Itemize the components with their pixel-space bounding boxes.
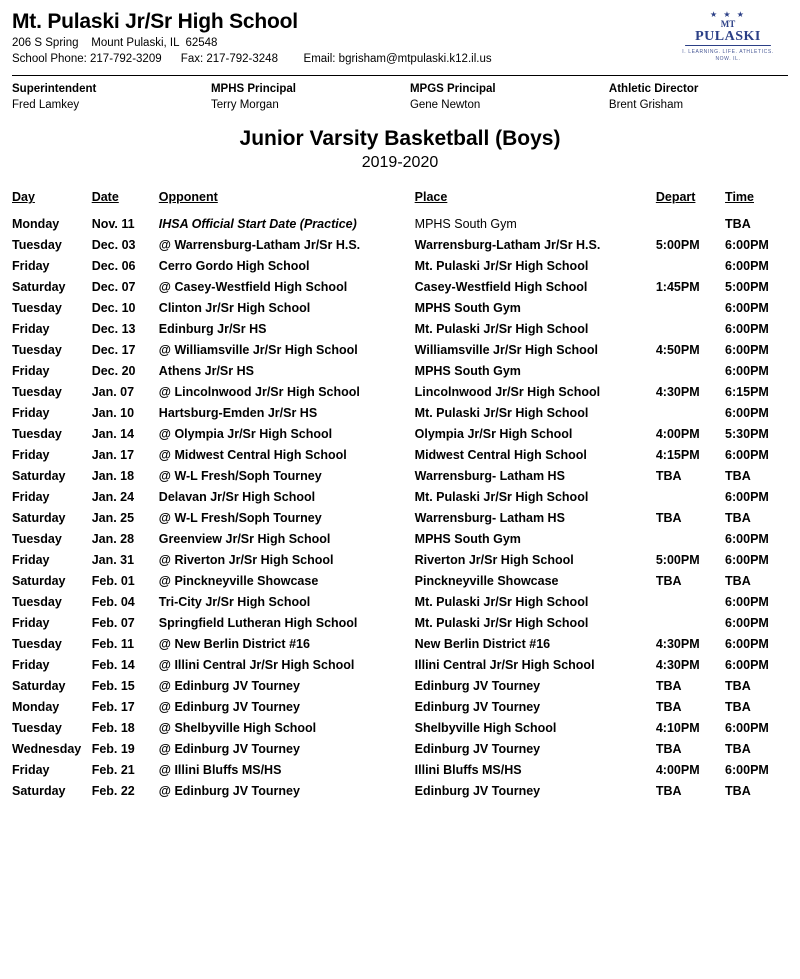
cell-place: Edinburg JV Tourney xyxy=(414,784,541,799)
cell-date: Feb. 15 xyxy=(91,679,135,694)
cell-opponent: @ Williamsville Jr/Sr High School xyxy=(158,343,358,358)
table-header xyxy=(12,190,788,214)
table-row xyxy=(12,718,788,739)
cell-opponent: Clinton Jr/Sr High School xyxy=(158,301,311,316)
cell-date: Feb. 19 xyxy=(91,742,135,757)
cell-date: Feb. 17 xyxy=(91,700,135,715)
logo-stars: ★ ★ ★ xyxy=(710,10,746,19)
cell-date: Dec. 17 xyxy=(91,343,136,358)
cell-place: Mt. Pulaski Jr/Sr High School xyxy=(414,406,589,421)
cell-opponent: @ Lincolnwood Jr/Sr High School xyxy=(158,385,360,400)
cell-date: Dec. 10 xyxy=(91,301,136,316)
cell-time: TBA xyxy=(725,679,751,694)
cell-day: Saturday xyxy=(12,784,66,799)
cell-opponent: @ Pinckneyville Showcase xyxy=(158,574,319,589)
cell-place: Mt. Pulaski Jr/Sr High School xyxy=(414,616,589,631)
schedule-table xyxy=(12,190,788,802)
staff-person-name: Gene Newton xyxy=(409,98,481,111)
cell-day: Tuesday xyxy=(12,427,62,442)
table-row xyxy=(12,550,788,571)
cell-time: 6:00PM xyxy=(725,490,769,505)
cell-place: Edinburg JV Tourney xyxy=(414,742,541,757)
cell-depart: 4:00PM xyxy=(655,763,700,778)
cell-depart xyxy=(656,487,725,508)
column-header-depart: Depart xyxy=(655,190,696,205)
cell-depart: 4:30PM xyxy=(655,658,700,673)
cell-opponent: @ Illini Central Jr/Sr High School xyxy=(158,658,355,673)
cell-day: Tuesday xyxy=(12,301,62,316)
cell-depart: 4:00PM xyxy=(655,427,700,442)
cell-day: Tuesday xyxy=(12,238,62,253)
cell-date: Nov. 11 xyxy=(91,217,135,232)
staff-mphs-principal xyxy=(211,82,410,113)
cell-opponent: @ Casey-Westfield High School xyxy=(158,280,348,295)
cell-place: Mt. Pulaski Jr/Sr High School xyxy=(414,259,589,274)
cell-time: 6:00PM xyxy=(725,721,769,736)
cell-depart: TBA xyxy=(655,742,682,757)
cell-date: Dec. 07 xyxy=(91,280,136,295)
school-logo xyxy=(674,10,782,62)
cell-opponent: @ Midwest Central High School xyxy=(158,448,347,463)
cell-day: Tuesday xyxy=(12,385,62,400)
cell-depart: TBA xyxy=(655,511,682,526)
cell-time: TBA xyxy=(725,511,751,526)
table-row xyxy=(12,361,788,382)
cell-opponent: IHSA Official Start Date (Practice) xyxy=(158,217,357,232)
cell-time: TBA xyxy=(725,742,751,757)
cell-depart: TBA xyxy=(655,679,682,694)
cell-day: Friday xyxy=(12,364,50,379)
table-row xyxy=(12,256,788,277)
table-row xyxy=(12,382,788,403)
cell-place: Mt. Pulaski Jr/Sr High School xyxy=(414,490,589,505)
cell-place: Illini Bluffs MS/HS xyxy=(414,763,522,778)
cell-opponent: Tri-City Jr/Sr High School xyxy=(158,595,311,610)
cell-place: Pinckneyville Showcase xyxy=(414,574,559,589)
cell-opponent: Springfield Lutheran High School xyxy=(158,616,358,631)
cell-depart: 4:30PM xyxy=(655,637,700,652)
cell-depart: 4:30PM xyxy=(655,385,700,400)
cell-place: Shelbyville High School xyxy=(414,721,557,736)
cell-time: 6:00PM xyxy=(725,637,769,652)
cell-depart: TBA xyxy=(655,700,682,715)
cell-time: TBA xyxy=(725,784,751,799)
cell-day: Tuesday xyxy=(12,721,62,736)
staff-mpgs-principal xyxy=(410,82,609,113)
cell-date: Jan. 24 xyxy=(91,490,135,505)
cell-place: Olympia Jr/Sr High School xyxy=(414,427,573,442)
staff-role-label: Superintendent xyxy=(12,83,97,96)
cell-day: Tuesday xyxy=(12,532,62,547)
cell-opponent: Cerro Gordo High School xyxy=(158,259,310,274)
cell-date: Dec. 03 xyxy=(91,238,136,253)
table-row xyxy=(12,424,788,445)
cell-time: TBA xyxy=(725,574,751,589)
table-row xyxy=(12,529,788,550)
table-row xyxy=(12,508,788,529)
cell-depart xyxy=(656,361,725,382)
cell-opponent: Athens Jr/Sr HS xyxy=(158,364,254,379)
cell-place: Midwest Central High School xyxy=(414,448,587,463)
cell-day: Friday xyxy=(12,616,50,631)
cell-day: Monday xyxy=(12,700,60,715)
cell-time: 6:15PM xyxy=(725,385,769,400)
table-row xyxy=(12,319,788,340)
staff-athletic-director xyxy=(609,82,788,113)
cell-day: Friday xyxy=(12,406,50,421)
cell-time: 6:00PM xyxy=(725,322,769,337)
staff-superintendent xyxy=(12,82,211,113)
cell-opponent: Greenview Jr/Sr High School xyxy=(158,532,331,547)
cell-opponent: Edinburg Jr/Sr HS xyxy=(158,322,267,337)
cell-date: Jan. 28 xyxy=(91,532,135,547)
cell-day: Friday xyxy=(12,322,50,337)
cell-depart xyxy=(656,403,725,424)
cell-day: Friday xyxy=(12,259,50,274)
cell-place: New Berlin District #16 xyxy=(414,637,551,652)
cell-date: Feb. 22 xyxy=(91,784,135,799)
cell-time: 6:00PM xyxy=(725,301,769,316)
table-row xyxy=(12,466,788,487)
cell-day: Wednesday xyxy=(12,742,82,757)
cell-date: Jan. 10 xyxy=(91,406,135,421)
staff-person-name: Brent Grisham xyxy=(608,98,684,111)
cell-day: Friday xyxy=(12,553,50,568)
cell-time: TBA xyxy=(725,700,751,715)
staff-person-name: Fred Lamkey xyxy=(12,98,80,111)
table-row xyxy=(12,403,788,424)
table-row xyxy=(12,277,788,298)
cell-depart xyxy=(656,298,725,319)
cell-opponent: @ Riverton Jr/Sr High School xyxy=(158,553,334,568)
cell-opponent: @ Shelbyville High School xyxy=(158,721,317,736)
cell-day: Monday xyxy=(12,217,60,232)
table-row xyxy=(12,676,788,697)
header-divider xyxy=(12,75,788,76)
cell-date: Dec. 06 xyxy=(91,259,136,274)
table-row xyxy=(12,760,788,781)
school-address: 206 S Spring Mount Pulaski, IL 62548 xyxy=(12,37,218,50)
cell-day: Friday xyxy=(12,448,50,463)
cell-opponent: @ Edinburg JV Tourney xyxy=(158,784,300,799)
cell-opponent: @ W-L Fresh/Soph Tourney xyxy=(158,469,322,484)
cell-day: Saturday xyxy=(12,469,66,484)
document-header xyxy=(12,10,788,67)
table-body xyxy=(12,214,788,802)
cell-date: Jan. 14 xyxy=(91,427,135,442)
cell-depart: 4:10PM xyxy=(655,721,700,736)
cell-depart: 5:00PM xyxy=(655,238,700,253)
cell-date: Jan. 17 xyxy=(91,448,135,463)
cell-depart xyxy=(656,529,725,550)
logo-tagline: I. LEARNING. LIFE. ATHLETICS. NOW. IL. xyxy=(682,49,774,62)
cell-opponent: @ Warrensburg-Latham Jr/Sr H.S. xyxy=(158,238,361,253)
cell-date: Feb. 21 xyxy=(91,763,135,778)
cell-time: 6:00PM xyxy=(725,616,769,631)
table-row xyxy=(12,697,788,718)
table-row xyxy=(12,214,788,235)
table-row xyxy=(12,298,788,319)
cell-day: Tuesday xyxy=(12,343,62,358)
cell-day: Friday xyxy=(12,490,50,505)
cell-place: Warrensburg- Latham HS xyxy=(414,469,565,484)
cell-date: Feb. 18 xyxy=(91,721,135,736)
cell-opponent: @ Olympia Jr/Sr High School xyxy=(158,427,333,442)
cell-day: Tuesday xyxy=(12,595,62,610)
table-row xyxy=(12,739,788,760)
cell-date: Feb. 01 xyxy=(91,574,135,589)
cell-time: 6:00PM xyxy=(725,763,769,778)
page-title: Junior Varsity Basketball (Boys) xyxy=(239,127,561,151)
cell-depart: TBA xyxy=(655,784,682,799)
school-contact: School Phone: 217-792-3209 Fax: 217-792-3248 Email: bgrisham@mtpulaski.k12.il.us xyxy=(12,52,492,65)
cell-depart: 1:45PM xyxy=(655,280,700,295)
cell-time: 6:00PM xyxy=(725,406,769,421)
table-row xyxy=(12,655,788,676)
staff-row xyxy=(12,82,788,113)
cell-time: 6:00PM xyxy=(725,658,769,673)
column-header-place: Place xyxy=(414,190,448,205)
cell-time: 6:00PM xyxy=(725,259,769,274)
cell-time: 6:00PM xyxy=(725,532,769,547)
cell-place: MPHS South Gym xyxy=(414,532,521,547)
cell-date: Jan. 31 xyxy=(91,553,135,568)
logo-mt-text: MT xyxy=(720,19,736,29)
cell-depart: 4:15PM xyxy=(655,448,700,463)
cell-time: 6:00PM xyxy=(725,364,769,379)
table-header-row xyxy=(12,190,788,214)
cell-opponent: @ W-L Fresh/Soph Tourney xyxy=(158,511,322,526)
cell-date: Feb. 11 xyxy=(91,637,135,652)
staff-role-label: MPHS Principal xyxy=(210,83,296,96)
cell-opponent: @ Edinburg JV Tourney xyxy=(158,742,300,757)
table-row xyxy=(12,571,788,592)
cell-depart: 5:00PM xyxy=(655,553,700,568)
cell-day: Saturday xyxy=(12,280,66,295)
cell-date: Dec. 20 xyxy=(91,364,136,379)
cell-date: Jan. 25 xyxy=(91,511,135,526)
cell-place: Warrensburg- Latham HS xyxy=(414,511,565,526)
cell-time: 6:00PM xyxy=(725,553,769,568)
logo-name-text: PULASKI xyxy=(695,29,761,44)
staff-role-label: Athletic Director xyxy=(608,83,699,96)
staff-person-name: Terry Morgan xyxy=(210,98,279,111)
cell-time: TBA xyxy=(725,217,751,232)
cell-time: 6:00PM xyxy=(725,343,769,358)
cell-date: Feb. 07 xyxy=(91,616,135,631)
cell-place: Warrensburg-Latham Jr/Sr H.S. xyxy=(414,238,601,253)
cell-depart xyxy=(656,613,725,634)
table-row xyxy=(12,487,788,508)
cell-place: Mt. Pulaski Jr/Sr High School xyxy=(414,595,589,610)
cell-place: Edinburg JV Tourney xyxy=(414,700,541,715)
cell-place: Lincolnwood Jr/Sr High School xyxy=(414,385,601,400)
cell-depart: TBA xyxy=(655,574,682,589)
cell-opponent: @ Edinburg JV Tourney xyxy=(158,700,300,715)
cell-time: TBA xyxy=(725,469,751,484)
cell-place: Riverton Jr/Sr High School xyxy=(414,553,574,568)
table-row xyxy=(12,634,788,655)
cell-date: Jan. 18 xyxy=(91,469,135,484)
season-subtitle: 2019-2020 xyxy=(361,154,439,172)
cell-time: 5:00PM xyxy=(725,280,769,295)
column-header-date: Date xyxy=(91,190,119,205)
table-row xyxy=(12,592,788,613)
cell-day: Saturday xyxy=(12,511,66,526)
cell-date: Jan. 07 xyxy=(91,385,135,400)
cell-time: 5:30PM xyxy=(725,427,769,442)
cell-date: Feb. 04 xyxy=(91,595,135,610)
cell-day: Friday xyxy=(12,763,50,778)
staff-role-label: MPGS Principal xyxy=(409,83,496,96)
cell-time: 6:00PM xyxy=(725,448,769,463)
cell-opponent: @ Illini Bluffs MS/HS xyxy=(158,763,282,778)
cell-place: Williamsville Jr/Sr High School xyxy=(414,343,598,358)
cell-date: Dec. 13 xyxy=(91,322,136,337)
cell-opponent: @ Edinburg JV Tourney xyxy=(158,679,300,694)
cell-place: Casey-Westfield High School xyxy=(414,280,588,295)
table-row xyxy=(12,613,788,634)
cell-place: Edinburg JV Tourney xyxy=(414,679,541,694)
cell-place: MPHS South Gym xyxy=(414,364,521,379)
school-name: Mt. Pulaski Jr/Sr High School xyxy=(12,10,298,33)
cell-depart: TBA xyxy=(655,469,682,484)
cell-depart xyxy=(656,319,725,340)
cell-opponent: @ New Berlin District #16 xyxy=(158,637,310,652)
cell-day: Saturday xyxy=(12,574,66,589)
table-row xyxy=(12,235,788,256)
table-row xyxy=(12,781,788,802)
cell-day: Saturday xyxy=(12,679,66,694)
column-header-opponent: Opponent xyxy=(158,190,218,205)
cell-date: Feb. 14 xyxy=(91,658,135,673)
cell-depart xyxy=(656,256,725,277)
cell-opponent: Delavan Jr/Sr High School xyxy=(158,490,316,505)
cell-place: MPHS South Gym xyxy=(414,217,517,232)
cell-place: MPHS South Gym xyxy=(414,301,521,316)
cell-depart: 4:50PM xyxy=(655,343,700,358)
cell-day: Tuesday xyxy=(12,637,62,652)
table-row xyxy=(12,445,788,466)
table-row xyxy=(12,340,788,361)
cell-time: 6:00PM xyxy=(725,238,769,253)
cell-place: Mt. Pulaski Jr/Sr High School xyxy=(414,322,589,337)
cell-day: Friday xyxy=(12,658,50,673)
cell-time: 6:00PM xyxy=(725,595,769,610)
cell-opponent: Hartsburg-Emden Jr/Sr HS xyxy=(158,406,318,421)
column-header-day: Day xyxy=(12,190,35,205)
cell-depart xyxy=(656,214,725,235)
column-header-time: Time xyxy=(725,190,754,205)
cell-place: Illini Central Jr/Sr High School xyxy=(414,658,595,673)
cell-depart xyxy=(656,592,725,613)
